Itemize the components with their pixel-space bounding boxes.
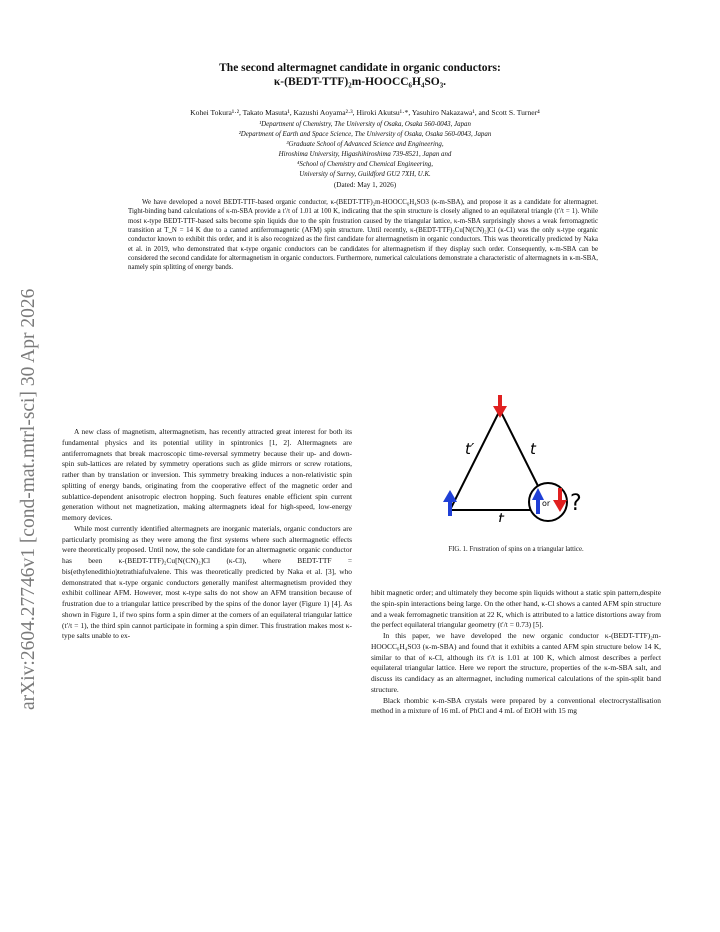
paragraph: A new class of magnetism, altermagnetism, has recently attracted great interest for both its fundamental physics and its potential utility in spintronics [1, 2]. Altermagnets are antiferromagnets that break macroscopic time-reversal symmetry because their up- and down-spin sub-lattices are related by symmetry operations such as glide mirrors or screw rotations, rather than by translation or inversion. This symmetry breaking induces a non-relativistic spin splitting of energy bands, originating from the cooperative effect of the magnetic order and sublattice-dependent anisotropic electron hopping. Such features enable efficient spin current generation without net magnetization, making altermagnets ideal for high-speed, low-energy memory devices. — [62, 427, 352, 522]
affiliation-1: ¹Department of Chemistry, The University of Osaka, Osaka 560-0043, Japan — [259, 121, 471, 128]
author-list: Kohei Tokura¹·², Takato Masuta¹, Kazushi Aoyama²·³, Hiroki Akutsu¹·*, Yasuhiro Nakazawa¹, and Scott S. Turner⁴ — [190, 108, 540, 117]
paragraph: In this paper, we have developed the new organic conductor κ-(BEDT-TTF)₂m-HOOCC₆H₄SO3 (κ-m-SBA) and found that it exhibits a canted AFM spin structure below 14 K, similar to that of κ-Cl, although its t′/t is 1.01 at 100 K, which almost describes a perfect equilateral triangular lattice. Here we report the structure, properties of the κ-m-SBA salt, and discuss its candidacy as an altermagnet, including numerical calculations of the spin-split band structure. — [371, 631, 661, 694]
abstract: We have developed a novel BEDT-TTF-based organic conductor, κ-(BEDT-TTF)₂m-HOOCC₆H₄SO3 (κ-m-SBA), and propose it as a candidate for altermagnet. Tight-binding band calculations of κ-m-SBA provide a t′/t of 1.01 at 100 K, indicating that the spin structure is closely aligned to an equilateral triangle (t′/t = 1). While most κ-type BEDT-TTF-based salts become spin liquids due to the spin frustration caused by the triangular lattice, κ-m-SBA surprisingly shows a weak ferromagnetic transition at T_N = 14 K due to a canted antiferromagnetic (AFM) spin structure. Until recently, κ-(BEDT-TTF)₂Cu[N(CN)₂]Cl (κ-Cl) was the only κ-type organic conductor known to exhibit this order, and it is also recognized as the first candidate for altermagnetism in organic conductors. This was theoretically predicted by Naka et al. in 2019, who demonstrated that κ-type organic conductors can be candidates for altermagnetism if they display such order. Consequently, κ-m-SBA can be considered the second candidate for altermagnetism in organic conductors. Furthermore, numerical calculations demonstrate a characteristic of altermagnets in κ-m-SBA, namely spin splitting of energy bands. — [128, 199, 598, 272]
affiliation-2: ²Department of Earth and Space Science, The University of Osaka, Osaka 560-0043, Japan — [238, 131, 492, 138]
svg-text:arXiv:2604.27746v1 [cond-mat.: arXiv:2604.27746v1 [cond-mat.mtrl-sci] 30 Apr 2026 — [18, 288, 39, 710]
spin-up-left-icon — [443, 490, 457, 516]
arxiv-stamp — [6, 200, 46, 720]
paragraph: While most currently identified altermagnets are inorganic materials, organic conductors are particularly promising as they were among the first systems where such altermagnetic effects were theoretically proposed. Until now, the sole candidate for an altermagnetic organic conductor has been κ-(BEDT-TTF)₂Cu[N(CN)₂]Cl (κ-Cl), where BEDT-TTF = bis(ethylenedithio)tetrathiafulvalene. This was theoretically predicted by Naka et al. [3], who demonstrated that κ-type organic conductors generally manifest altermagnetism provided they exhibit collinear AFM. However, most κ-type salts do not show an AFM transition because of frustration due to a triangular lattice prescribed by the spins of the donor layer (Figure 1) [4]. As shown in Figure 1, if two spins form a spin dimer at the corners of an equilateral triangular lattice (t′/t = 1), the third spin cannot participate in forming a spin dimer. This frustration makes most κ-type salts unable to ex- — [62, 523, 352, 641]
right-column — [371, 588, 661, 717]
question-mark: ? — [570, 491, 582, 516]
label-t-prime: t′ — [465, 440, 475, 458]
paragraph: hibit magnetic order; and ultimately they become spin liquids without a static spin pattern,despite the spin-spin interactions being large. On the other hand, κ-Cl shows a canted AFM spin structure and a weak ferromagnetic transition at 22 K, which is attributed to a lattice distortions away from the perfect equilateral triangular geometry (t′/t = 0.73) [5]. — [371, 588, 661, 630]
paragraph: Black rhombic κ-m-SBA crystals were prepared by a conventional electrocrystallisation method in a mixture of 16 mL of PhCl and 4 mL of EtOH with 15 mg — [371, 695, 661, 716]
label-t-bottom: t — [498, 510, 504, 522]
date-line: (Dated: May 1, 2026) — [333, 181, 397, 189]
figure-caption: FIG. 1. Frustration of spins on a triangular lattice. — [448, 546, 584, 553]
left-column — [62, 427, 352, 642]
label-t-right: t — [530, 440, 536, 458]
figure-1 — [420, 392, 620, 522]
affiliation-4b: University of Surrey, Guildford GU2 7XH, U.K. — [299, 171, 431, 178]
title-line-2: κ-(BEDT-TTF)₂m-HOOCC₆H₄SO₃. — [273, 76, 447, 88]
spin-down-top-icon — [493, 395, 507, 418]
affiliation-3: ³Graduate School of Advanced Science and Engineering, — [286, 141, 444, 148]
affiliation-3b: Hiroshima University, Higashihiroshima 739-8521, Japan and — [278, 151, 452, 158]
paper-title — [0, 61, 720, 89]
title-line-1: The second altermagnet candidate in organic conductors: — [219, 62, 501, 74]
affiliation-4: ⁴School of Chemistry and Chemical Engineering, — [297, 161, 433, 168]
or-label: or — [542, 499, 551, 508]
triangle-edge-left — [450, 410, 500, 510]
